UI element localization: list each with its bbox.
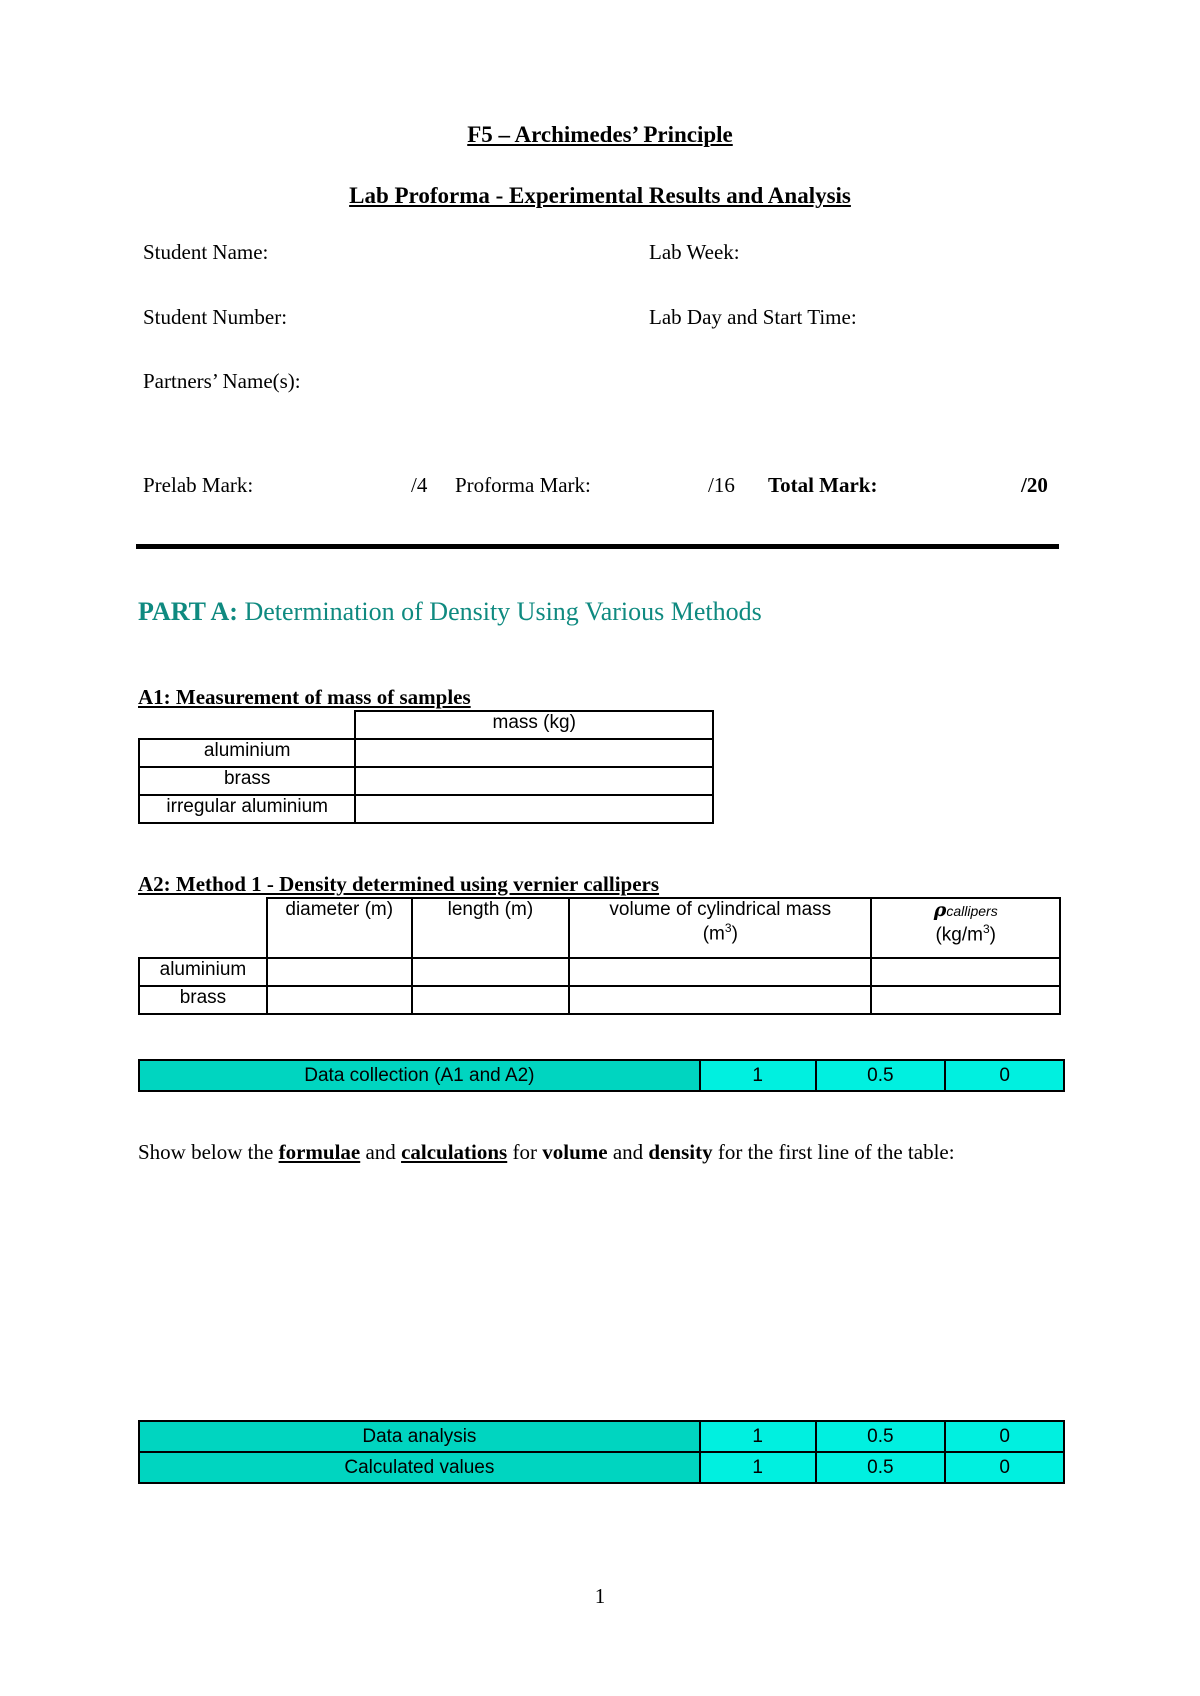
rubric-label: Data collection (A1 and A2) bbox=[139, 1060, 700, 1091]
row-label-aluminium: aluminium bbox=[139, 958, 267, 986]
rho-unit-close: ) bbox=[989, 924, 996, 946]
mass-input-brass[interactable] bbox=[355, 767, 713, 795]
a2-callipers-table bbox=[138, 897, 1061, 1015]
diameter-input-aluminium[interactable] bbox=[267, 958, 412, 986]
prelab-mark-max: /4 bbox=[411, 473, 428, 497]
part-a-heading bbox=[138, 597, 762, 627]
volume-unit: (m bbox=[702, 923, 725, 945]
rubric-analysis bbox=[138, 1420, 1065, 1484]
student-number-label: Student Number: bbox=[143, 305, 288, 329]
density-column-header bbox=[871, 898, 1060, 958]
total-mark-max: /20 bbox=[1021, 473, 1048, 497]
table-corner bbox=[139, 711, 355, 739]
instruction-calculations: calculations bbox=[401, 1140, 508, 1164]
rubric-score-half[interactable]: 0.5 bbox=[816, 1421, 946, 1452]
rho-unit-exp: 3 bbox=[982, 922, 990, 936]
calculation-answer-area[interactable] bbox=[138, 1180, 1061, 1410]
rubric-score-half[interactable]: 0.5 bbox=[816, 1452, 946, 1483]
row-label-irregular-aluminium: irregular aluminium bbox=[139, 795, 355, 823]
density-input-brass[interactable] bbox=[871, 986, 1060, 1014]
table-row bbox=[139, 986, 1060, 1014]
table-row bbox=[139, 958, 1060, 986]
lab-week-label: Lab Week: bbox=[649, 240, 740, 264]
total-mark-label: Total Mark: bbox=[768, 473, 878, 497]
volume-unit-exp: 3 bbox=[724, 921, 732, 935]
page-subtitle: Lab Proforma - Experimental Results and Analysis bbox=[349, 183, 851, 208]
length-column-header: length (m) bbox=[412, 898, 570, 958]
rubric-score-full[interactable]: 1 bbox=[700, 1421, 816, 1452]
instruction-text: and bbox=[607, 1140, 649, 1164]
diameter-input-brass[interactable] bbox=[267, 986, 412, 1014]
prelab-mark-label: Prelab Mark: bbox=[143, 473, 254, 497]
page-number: 1 bbox=[594, 1584, 606, 1608]
rubric-score-full[interactable]: 1 bbox=[700, 1452, 816, 1483]
volume-input-aluminium[interactable] bbox=[569, 958, 871, 986]
instruction-formulae: formulae bbox=[278, 1140, 361, 1164]
volume-column-header bbox=[569, 898, 871, 958]
row-label-aluminium: aluminium bbox=[139, 739, 355, 767]
row-label-brass: brass bbox=[139, 986, 267, 1014]
rubric-label: Data analysis bbox=[139, 1421, 700, 1452]
proforma-mark-max: /16 bbox=[708, 473, 735, 497]
partners-label: Partners’ Name(s): bbox=[143, 369, 301, 393]
table-row bbox=[139, 795, 713, 823]
proforma-mark-label: Proforma Mark: bbox=[455, 473, 591, 497]
section-divider bbox=[136, 544, 1059, 549]
a1-mass-table bbox=[138, 710, 714, 824]
part-a-title: Determination of Density Using Various Methods bbox=[244, 597, 762, 626]
rho-symbol: ρ bbox=[933, 899, 947, 921]
table-row bbox=[139, 1060, 1064, 1091]
table-corner bbox=[139, 898, 267, 958]
part-a-label: PART A: bbox=[138, 597, 238, 626]
a2-heading: A2: Method 1 - Density determined using vernier callipers bbox=[138, 872, 660, 896]
rubric-score-zero[interactable]: 0 bbox=[945, 1060, 1064, 1091]
instruction-density: density bbox=[648, 1140, 713, 1164]
page-title: F5 – Archimedes’ Principle bbox=[467, 122, 733, 147]
lab-day-time-label: Lab Day and Start Time: bbox=[649, 305, 857, 329]
mass-column-header: mass (kg) bbox=[355, 711, 713, 739]
instruction-text: and bbox=[360, 1140, 402, 1164]
instruction-text: for the first line of the table: bbox=[712, 1140, 955, 1164]
instruction-volume: volume bbox=[542, 1140, 608, 1164]
student-name-label: Student Name: bbox=[143, 240, 269, 264]
mass-input-irregular-aluminium[interactable] bbox=[355, 795, 713, 823]
rubric-score-zero[interactable]: 0 bbox=[945, 1421, 1064, 1452]
rubric-data-collection bbox=[138, 1059, 1065, 1092]
mass-input-aluminium[interactable] bbox=[355, 739, 713, 767]
rho-unit: (kg/m bbox=[935, 924, 983, 946]
calculation-instructions bbox=[138, 1140, 955, 1165]
rho-subscript: callipers bbox=[946, 903, 998, 919]
rubric-score-half[interactable]: 0.5 bbox=[816, 1060, 946, 1091]
row-label-brass: brass bbox=[139, 767, 355, 795]
density-input-aluminium[interactable] bbox=[871, 958, 1060, 986]
instruction-text: for bbox=[507, 1140, 543, 1164]
table-row bbox=[139, 1421, 1064, 1452]
table-row bbox=[139, 767, 713, 795]
rubric-label: Calculated values bbox=[139, 1452, 700, 1483]
volume-unit-close: ) bbox=[731, 923, 738, 945]
a1-heading: A1: Measurement of mass of samples bbox=[138, 685, 471, 709]
rubric-score-full[interactable]: 1 bbox=[700, 1060, 816, 1091]
volume-input-brass[interactable] bbox=[569, 986, 871, 1014]
diameter-column-header: diameter (m) bbox=[267, 898, 412, 958]
volume-header-text: volume of cylindrical mass bbox=[609, 899, 832, 920]
table-row bbox=[139, 1452, 1064, 1483]
length-input-aluminium[interactable] bbox=[412, 958, 570, 986]
length-input-brass[interactable] bbox=[412, 986, 570, 1014]
table-row bbox=[139, 739, 713, 767]
rubric-score-zero[interactable]: 0 bbox=[945, 1452, 1064, 1483]
instruction-text: Show below the bbox=[138, 1140, 279, 1164]
